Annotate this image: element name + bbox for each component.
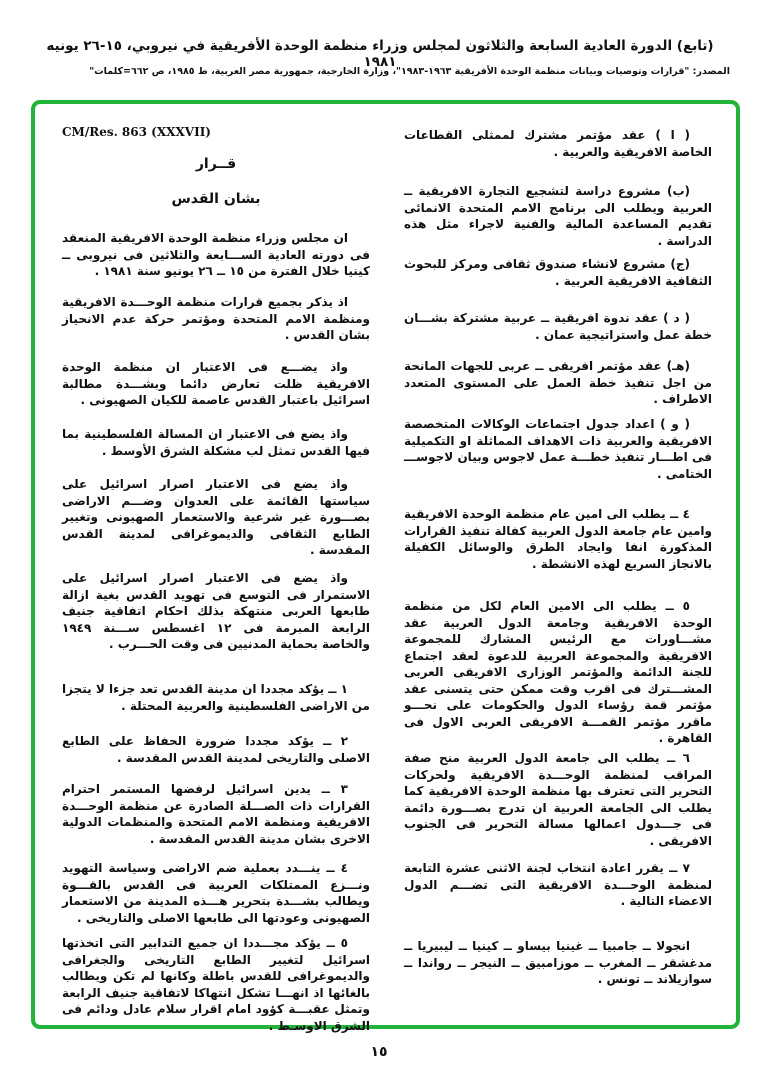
paragraph: ٣ ــ يدين اسرائيل لرفضها المستمر احترام القرارات ذات الصـــلة الصادرة عن منظمة الوحـــدة الافريقية ومنظمة الامم المتحدة والمنظمات الدولية الاخرى بشان مدينة القدس المقدسة . — [62, 782, 370, 846]
paragraph: ( د ) عقد ندوة افريقية ــ عربية مشتركة بشـــان خطة عمل واستراتيجية عمان . — [404, 311, 712, 342]
paragraph: اذ يذكر بجميع قرارات منظمة الوحـــدة الافريقية ومنظمة الامم المتحدة ومؤتمر حركة عدم الانحياز بشان القدس . — [62, 295, 370, 342]
paragraph: (ب) مشروع دراسة لتشجيع التجارة الافريقية ــ العربية ويطلب الى برنامج الامم المتحدة الانمائى تقديم المساعدة المالية والفنية لاجراء مثل هذه الدراسة . — [404, 184, 712, 248]
page-number: ١٥ — [370, 1044, 388, 1060]
paragraph: ٧ ــ يقرر اعادة انتخاب لجنة الاثنى عشرة التابعة لمنظمة الوحـــدة الافريقية التى تضـــم الدول الاعضاء التالية . — [404, 861, 712, 908]
resolution-subject: بشان القدس — [171, 191, 261, 207]
paragraph: ٦ ــ يطلب الى جامعة الدول العربية منح صفة المراقب لمنظمة الوحـــدة الافريقية ولحركات التحرير التى تعترف بها منظمة الوحدة الافريقية كما يطلب الى الجامعة العربية ان تدرج بصـــورة دائمة فى جـــدول اعمالها مسالة التحرير فى الجنوب الافريقى . — [404, 751, 712, 848]
paragraph: ١ ــ يؤكد مجددا ان مدينة القدس تعد جزءا لا يتجزا من الاراضى الفلسطينية والعربية المحتلة . — [62, 682, 370, 713]
paragraph: ٥ ــ يطلب الى الامين العام لكل من منظمة الوحدة الافريقية وجامعة الدول العربية عقد مشـــاورات مع الرئيس المشارك للمجموعة الافريقية والمجموعة العربية للدعوة لعقد اجتماع للجنة الدائمة والمؤتمر الوزارى الافريقى العربى المشـــترك فى اقرب وقت ممكن حتى يتسنى عقد مؤتمر قمة رؤساء الدول والحكومات على نحـــو ماقرر مؤتمر القمـــة الافريقى العربى الاول فى القاهرة . — [404, 599, 712, 745]
paragraph: واذ يضـــع فى الاعتبار ان منظمة الوحدة الافريقية ظلت تعارض دائما وبشـــدة مطالبة اسرائيل باعتبار القدس عاصمة للكيان الصهيونى . — [62, 360, 370, 407]
paragraph: ٤ ــ يطلب الى امين عام منظمة الوحدة الافريقية وامين عام جامعة الدول العربية كفالة تنفيذ القرارات المذكورة انفا وايجاد الطرق والوسائل الكفيلة بالانجاز السريع لهذه الانشطة . — [404, 507, 712, 571]
paragraph: واذ يضع فى الاعتبار ان المسالة الفلسطينية بما فيها القدس تمثل لب مشكلة الشرق الأوسط . — [62, 427, 370, 458]
paragraph: واذ يضع فى الاعتبار اصرار اسرائيل على الاستمرار فى التوسع فى تهويد القدس بغية ازالة طابعها العربى منتهكة بذلك احكام اتفاقية جنيف الرابعة المبرمة فى ١٢ اغسطس ســـنة ١٩٤٩ والخاصة بحماية المدنيين فى وقت الحـــرب . — [62, 571, 370, 651]
paragraph: ( ا ) عقد مؤتمر مشترك لممثلى القطاعات الخاصة الافريقية والعربية . — [404, 128, 712, 159]
paragraph: ٥ ــ يؤكد مجـــددا ان جميع التدابير التى اتخذتها اسرائيل لتغيير الطابع التاريخى والجغرافى والديموغرافى للقدس باطلة وكانها لم تكن ويطالب بالغائها اذ انهـــا تشكل انتهاكا لاتفاقية جنيف الرابعة وتمثل عقبـــة كؤود امام اقرار سلام عادل ودائم فى الشرق الاوسـط . — [62, 936, 370, 1033]
paragraph: ٢ ــ يؤكد مجددا ضرورة الحفاظ على الطابع الاصلى والتاريخى لمدينة القدس المقدسة . — [62, 734, 370, 765]
paragraph: ان مجلس وزراء منظمة الوحدة الافريقية المنعقد فى دورته العادية الســـابعة والثلاثين فى نيروبى ــ كينيا خلال الفترة من ١٥ ــ ٢٦ يونيو سنة ١٩٨١ . — [62, 231, 370, 278]
paragraph: ٤ ــ ينـــدد بعملية ضم الاراضى وسياسة التهويد ونـــزع الممتلكات العربية فى القدس بالقـــوة ويطالب بشـــدة بتحرير هـــذه المدينة من الاستعمار الصهيونى وعودتها الى طابعها الاصلى والتاريخى . — [62, 861, 370, 925]
paragraph: (هـ) عقد مؤتمر افريقى ــ عربى للجهات المانحة من اجل تنفيذ خطة العمل على المستوى المتعدد الاطراف . — [404, 359, 712, 406]
resolution-heading: قــرار — [195, 156, 237, 172]
resolution-code: CM/Res. 863 (XXXVII) — [62, 125, 211, 139]
paragraph: واذ يضع فى الاعتبار اصرار اسرائيل على سياستها القائمة على العدوان وضـــم الاراضى بصـــورة غير شرعية والاستعمار الصهيونى وتغيير الطابع الثقافى والديموغرافى لمدينة القدس المقدسة . — [62, 477, 370, 557]
header-source: المصدر: "قرارات وتوصيات وبيانات منظمة الوحدة الأفريقية ١٩٦٣-١٩٨٣"، وزارة الخارجية، جمهورية مصر العربية، ط ١٩٨٥، ص ٦٦٢=كلمات" — [89, 66, 730, 77]
paragraph: ( و ) اعداد جدول اجتماعات الوكالات المتخصصة الافريقية والعربية ذات الاهداف المماثلة او التكميلية فى اطـــار تنفيذ خطـــة عمل لاجوس وبيان لاجوســـ الختامى . — [404, 417, 712, 481]
paragraph: (ج) مشروع لانشاء صندوق ثقافى ومركز للبحوث الثقافية الافريقية العربية . — [404, 257, 712, 288]
member-countries-list: انجولا ــ جامبيا ــ غينيا بيساو ــ كينيا ــ ليبيريا ــ مدغشقر ــ المغرب ــ موزامبيق ــ النيجر ــ رواندا ــ سوازيلاند ــ تونس . — [404, 939, 712, 986]
header-title: (تابع) الدورة العادية السابعة والثلاثون لمجلس وزراء منظمة الوحدة الأفريقية في نيروبي، ١٥-٢٦ يونيه ١٩٨١ — [46, 38, 714, 70]
